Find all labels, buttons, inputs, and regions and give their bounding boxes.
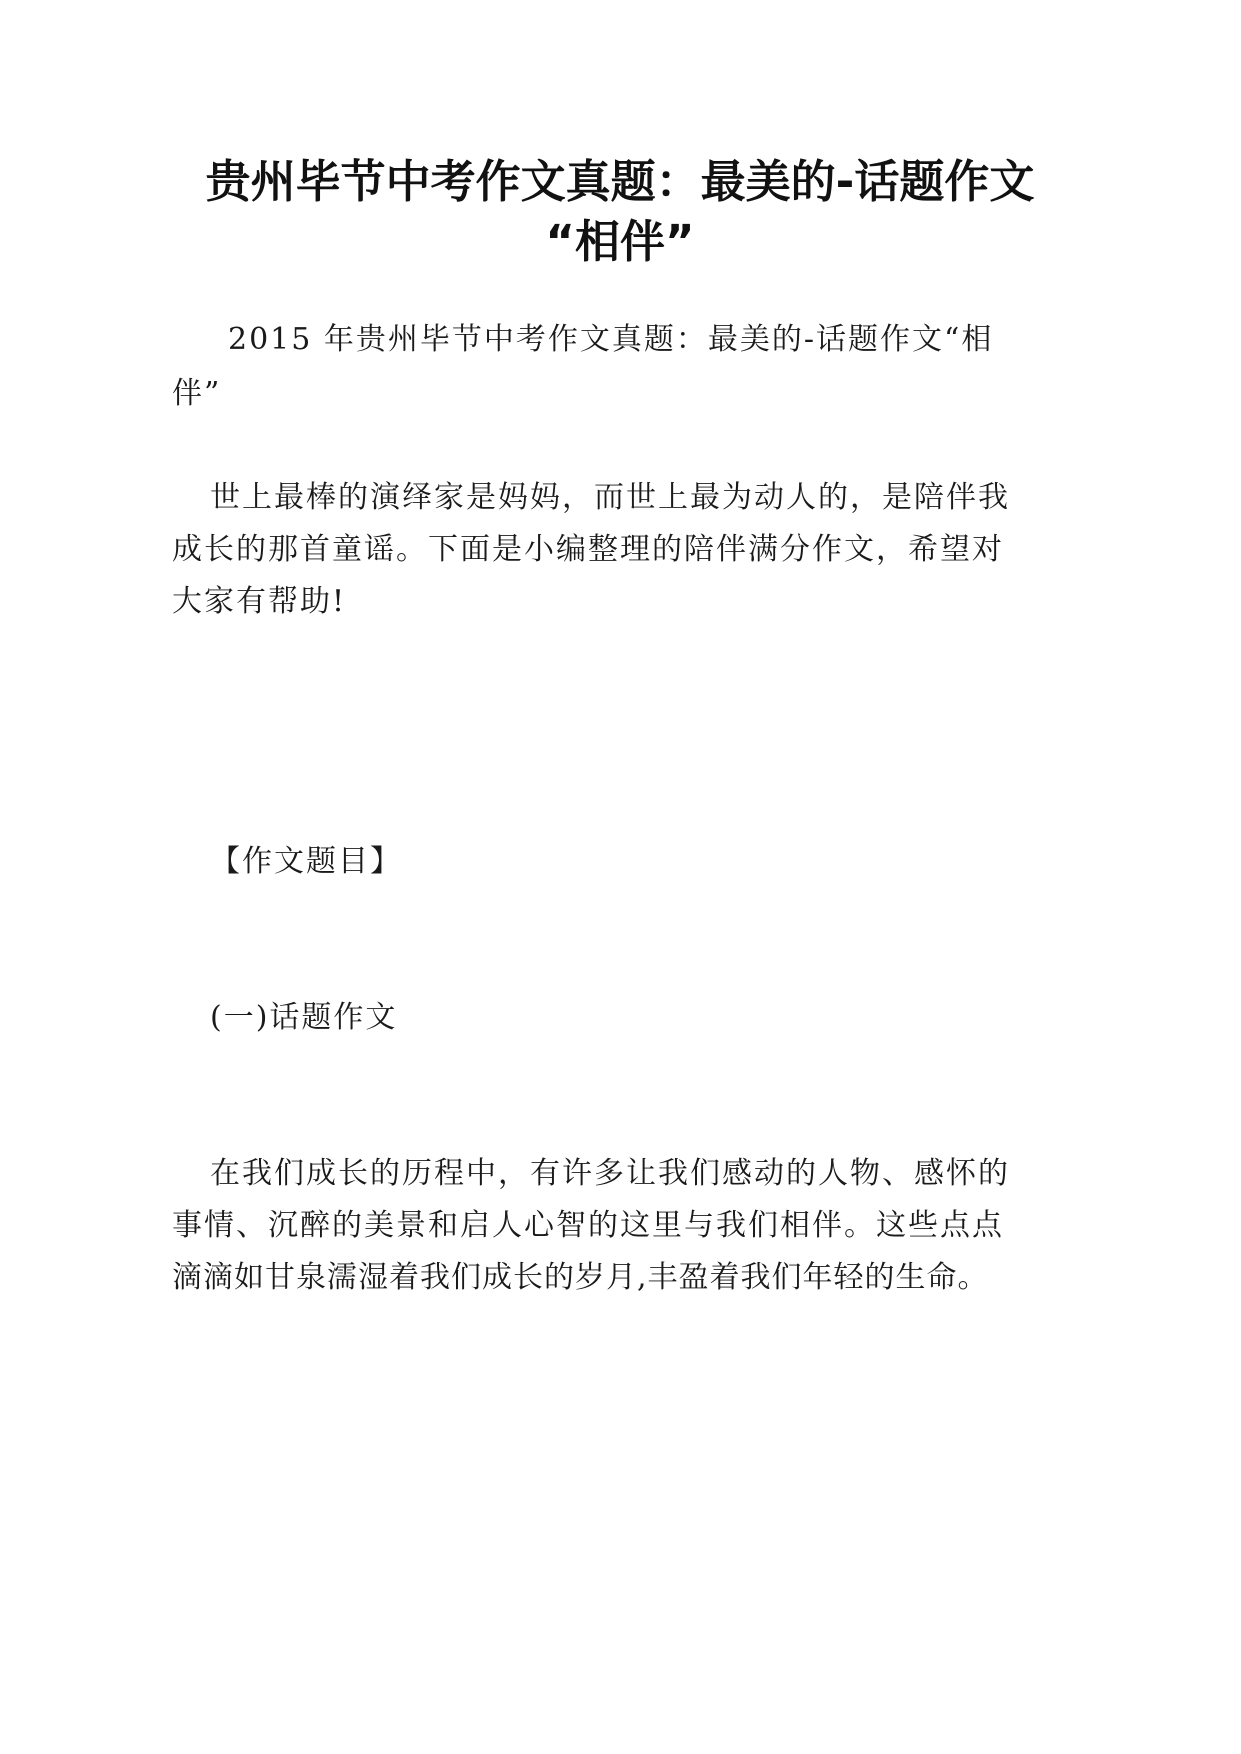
section-heading: 【作文题目】	[210, 844, 402, 879]
body-paragraph-line-3: 滴滴如甘泉濡湿着我们成长的岁月,丰盈着我们年轻的生命。	[172, 1260, 989, 1295]
subtitle-line-2: 伴”	[172, 376, 222, 411]
document-title-line-1: 贵州毕节中考作文真题：最美的-话题作文	[205, 155, 1035, 208]
subtitle-line-1: 2015 年贵州毕节中考作文真题：最美的-话题作文“相	[228, 322, 994, 357]
body-paragraph-line-1: 在我们成长的历程中，有许多让我们感动的人物、感怀的	[210, 1156, 1010, 1191]
intro-paragraph-line-3: 大家有帮助!	[172, 584, 347, 619]
topic-label: (一)话题作文	[210, 1000, 398, 1035]
intro-paragraph-line-2: 成长的那首童谣。下面是小编整理的陪伴满分作文，希望对	[172, 532, 1004, 567]
intro-paragraph-line-1: 世上最棒的演绎家是妈妈，而世上最为动人的，是陪伴我	[210, 480, 1010, 515]
document-title-line-2: “相伴”	[545, 215, 695, 268]
body-paragraph-line-2: 事情、沉醉的美景和启人心智的这里与我们相伴。这些点点	[172, 1208, 1004, 1243]
